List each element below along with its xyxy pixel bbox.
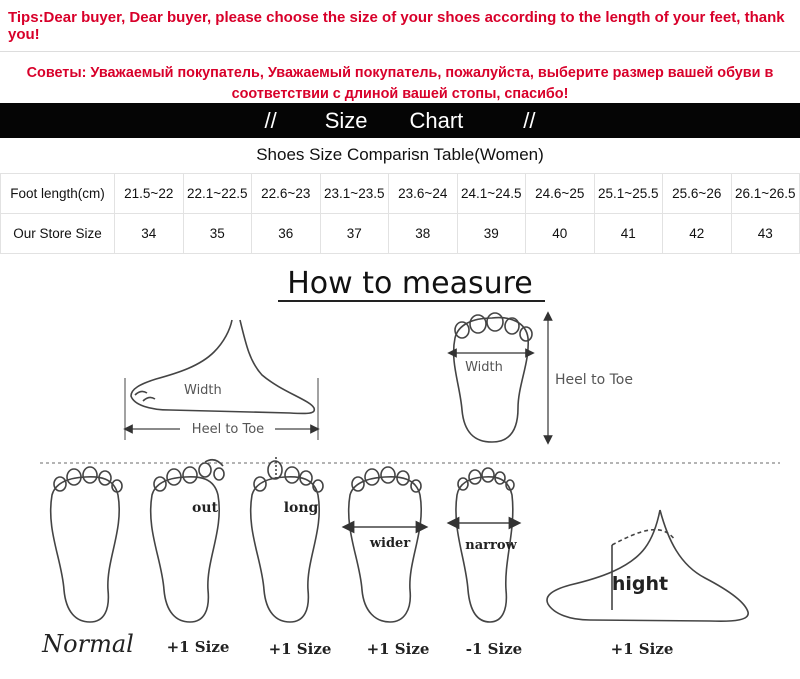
- store-size-cell: 38: [389, 214, 458, 254]
- top-width-label: Width: [465, 360, 503, 375]
- row-header-store-size: Our Store Size: [1, 214, 115, 254]
- banner-slash-right: //: [523, 107, 536, 133]
- foot-length-cell: 23.6~24: [389, 174, 458, 214]
- type-label-high: hight: [611, 573, 669, 595]
- foot-length-cell: 25.1~25.5: [594, 174, 663, 214]
- caption-wider: +1 Size: [366, 640, 430, 658]
- foot-length-cell: 23.1~23.5: [320, 174, 389, 214]
- caption-high: +1 Size: [610, 640, 674, 658]
- foot-length-cell: 26.1~26.5: [731, 174, 800, 214]
- caption-out: +1 Size: [166, 638, 230, 656]
- store-size-cell: 42: [663, 214, 732, 254]
- row-header-foot-length: Foot length(cm): [1, 174, 115, 214]
- store-size-cell: 37: [320, 214, 389, 254]
- side-width-label: Width: [184, 383, 222, 398]
- store-size-cell: 43: [731, 214, 800, 254]
- top-foot-icon: [454, 313, 532, 442]
- type-label-wider: wider: [369, 536, 411, 551]
- foot-length-cell: 21.5~22: [115, 174, 184, 214]
- banner-word-size: Size: [324, 107, 368, 133]
- size-comparison-table: [0, 173, 800, 254]
- foot-length-cell: 22.1~22.5: [183, 174, 252, 214]
- store-size-cell: 36: [252, 214, 321, 254]
- out-foot-icon: [151, 460, 224, 622]
- side-heel-to-toe-label: Heel to Toe: [191, 422, 265, 437]
- tips-english: Tips:Dear buyer, Dear buyer, please choose the size of your shoes according to the length of your feet, thank you!: [0, 0, 800, 52]
- foot-length-cell: 25.6~26: [663, 174, 732, 214]
- size-chart-banner: [0, 103, 800, 138]
- long-foot-icon: [251, 457, 323, 622]
- foot-length-row: [1, 174, 800, 214]
- store-size-cell: 34: [115, 214, 184, 254]
- type-label-narrow: narrow: [465, 538, 517, 553]
- how-to-measure-illustration: [0, 255, 800, 679]
- foot-length-cell: 22.6~23: [252, 174, 321, 214]
- caption-normal: Normal: [42, 630, 134, 658]
- caption-long: +1 Size: [268, 640, 332, 658]
- measure-svg: [0, 255, 800, 679]
- banner-slash-left: //: [264, 107, 277, 133]
- store-size-cell: 35: [183, 214, 252, 254]
- caption-narrow: -1 Size: [465, 640, 523, 658]
- table-title: Shoes Size Comparisn Table(Women): [256, 145, 544, 164]
- store-size-cell: 40: [526, 214, 595, 254]
- store-size-row: [1, 214, 800, 254]
- top-heel-to-toe-label: Heel to Toe: [555, 372, 633, 388]
- store-size-cell: 41: [594, 214, 663, 254]
- foot-length-cell: 24.6~25: [526, 174, 595, 214]
- foot-length-cell: 24.1~24.5: [457, 174, 526, 214]
- normal-foot-icon: [51, 467, 122, 622]
- type-label-out: out: [192, 500, 218, 516]
- banner-word-chart: Chart: [409, 107, 464, 133]
- tips-russian: Советы: Уважаемый покупатель, Уважаемый покупатель, пожалуйста, выберите размер вашей обуви в соответствии с длиной вашей стопы, спасибо!: [26, 65, 774, 102]
- how-to-measure-title: How to measure: [287, 266, 533, 301]
- store-size-cell: 39: [457, 214, 526, 254]
- side-foot-icon: [131, 320, 314, 413]
- high-instep-foot-icon: [547, 510, 748, 621]
- type-label-long: long: [283, 500, 319, 516]
